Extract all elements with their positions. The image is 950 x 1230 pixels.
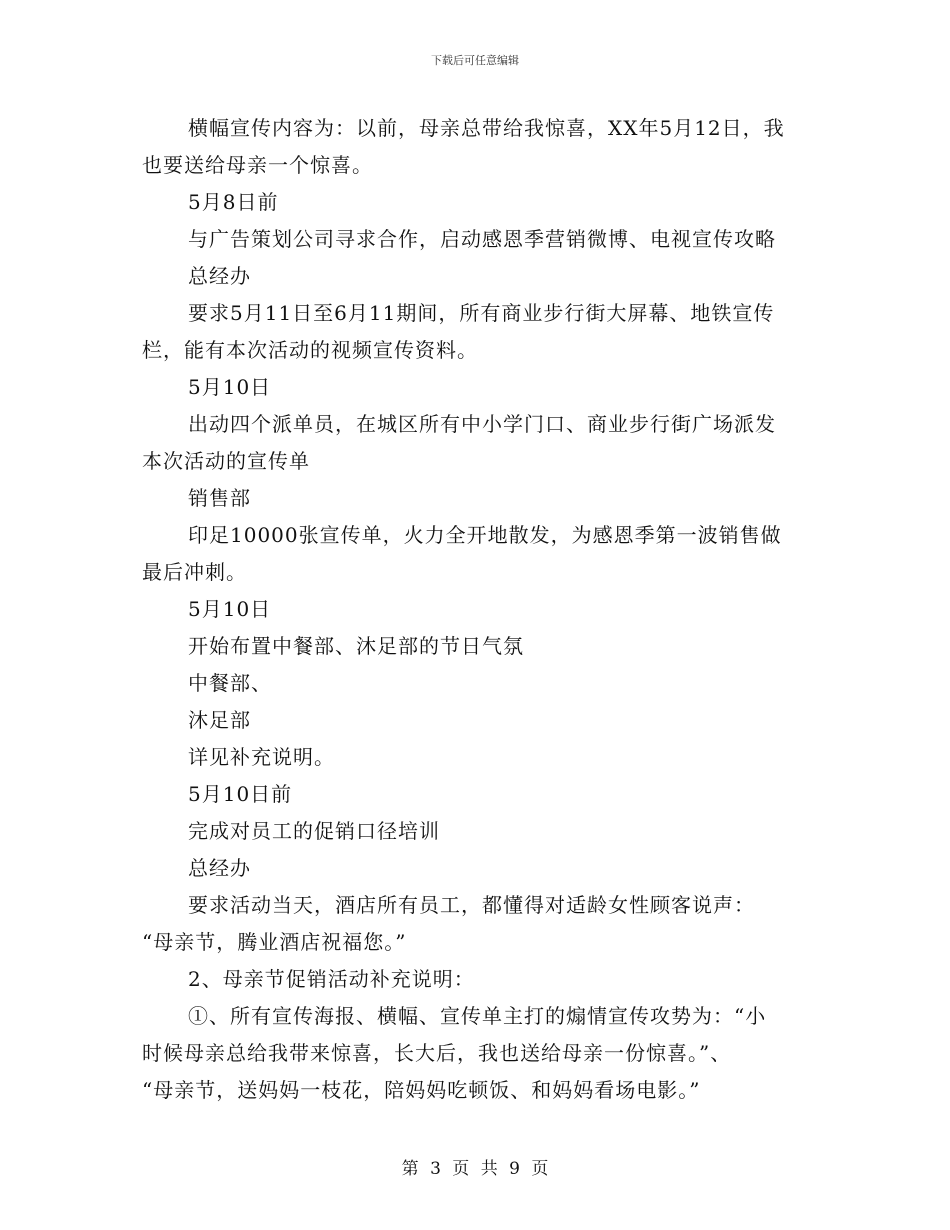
paragraph-line: ①、所有宣传海报、横幅、宣传单主打的煽情宣传攻势为：“小 [188,1004,767,1028]
paragraph-line: 要求5月11日至6月11期间，所有商业步行街大屏幕、地铁宣传 [188,301,775,325]
page-number-footer: 第 3 页 共 9 页 [401,1159,549,1179]
paragraph-line: 5月10日 [188,597,272,621]
paragraph-line: 5月8日前 [188,190,279,214]
paragraph-line: 中餐部、 [188,671,272,695]
paragraph-line: 总经办 [188,264,251,288]
paragraph-line: 总经办 [188,856,251,880]
paragraph-line: “母亲节，腾业酒店祝福您。” [142,930,407,954]
paragraph-line: 横幅宣传内容为：以前，母亲总带给我惊喜，XX年5月12日，我 [188,116,785,140]
paragraph-line: 也要送给母亲一个惊喜。 [142,153,373,177]
document-body [142,110,810,1109]
paragraph-line: 开始布置中餐部、沐足部的节日气氛 [188,634,524,658]
paragraph-line: 印足10000张宣传单，火力全开地散发，为感恩季第一波销售做 [188,523,782,547]
section-heading: 2、母亲节促销活动补充说明： [188,967,475,991]
paragraph-line: 与广告策划公司寻求合作，启动感恩季营销微博、电视宣传攻略 [188,227,776,251]
paragraph-line: 栏，能有本次活动的视频宣传资料。 [142,338,478,362]
paragraph-line: 沐足部 [188,708,251,732]
paragraph-line: 出动四个派单员，在城区所有中小学门口、商业步行街广场派发 [188,412,776,436]
paragraph-line: 完成对员工的促销口径培训 [188,819,440,843]
paragraph-line: 时候母亲总给我带来惊喜，长大后，我也送给母亲一份惊喜。”、 [142,1041,732,1065]
page-header: 下载后可任意编辑 [431,54,519,67]
paragraph-line: 销售部 [188,486,251,510]
paragraph-line: 5月10日前 [188,782,293,806]
paragraph-line: “母亲节，送妈妈一枝花，陪妈妈吃顿饭、和妈妈看场电影。” [142,1078,701,1102]
paragraph-line: 最后冲刺。 [142,560,247,584]
paragraph-line: 详见补充说明。 [188,745,335,769]
paragraph-line: 本次活动的宣传单 [142,449,310,473]
paragraph-line: 要求活动当天，酒店所有员工，都懂得对适龄女性顾客说声： [188,893,755,917]
paragraph-line: 5月10日 [188,375,272,399]
